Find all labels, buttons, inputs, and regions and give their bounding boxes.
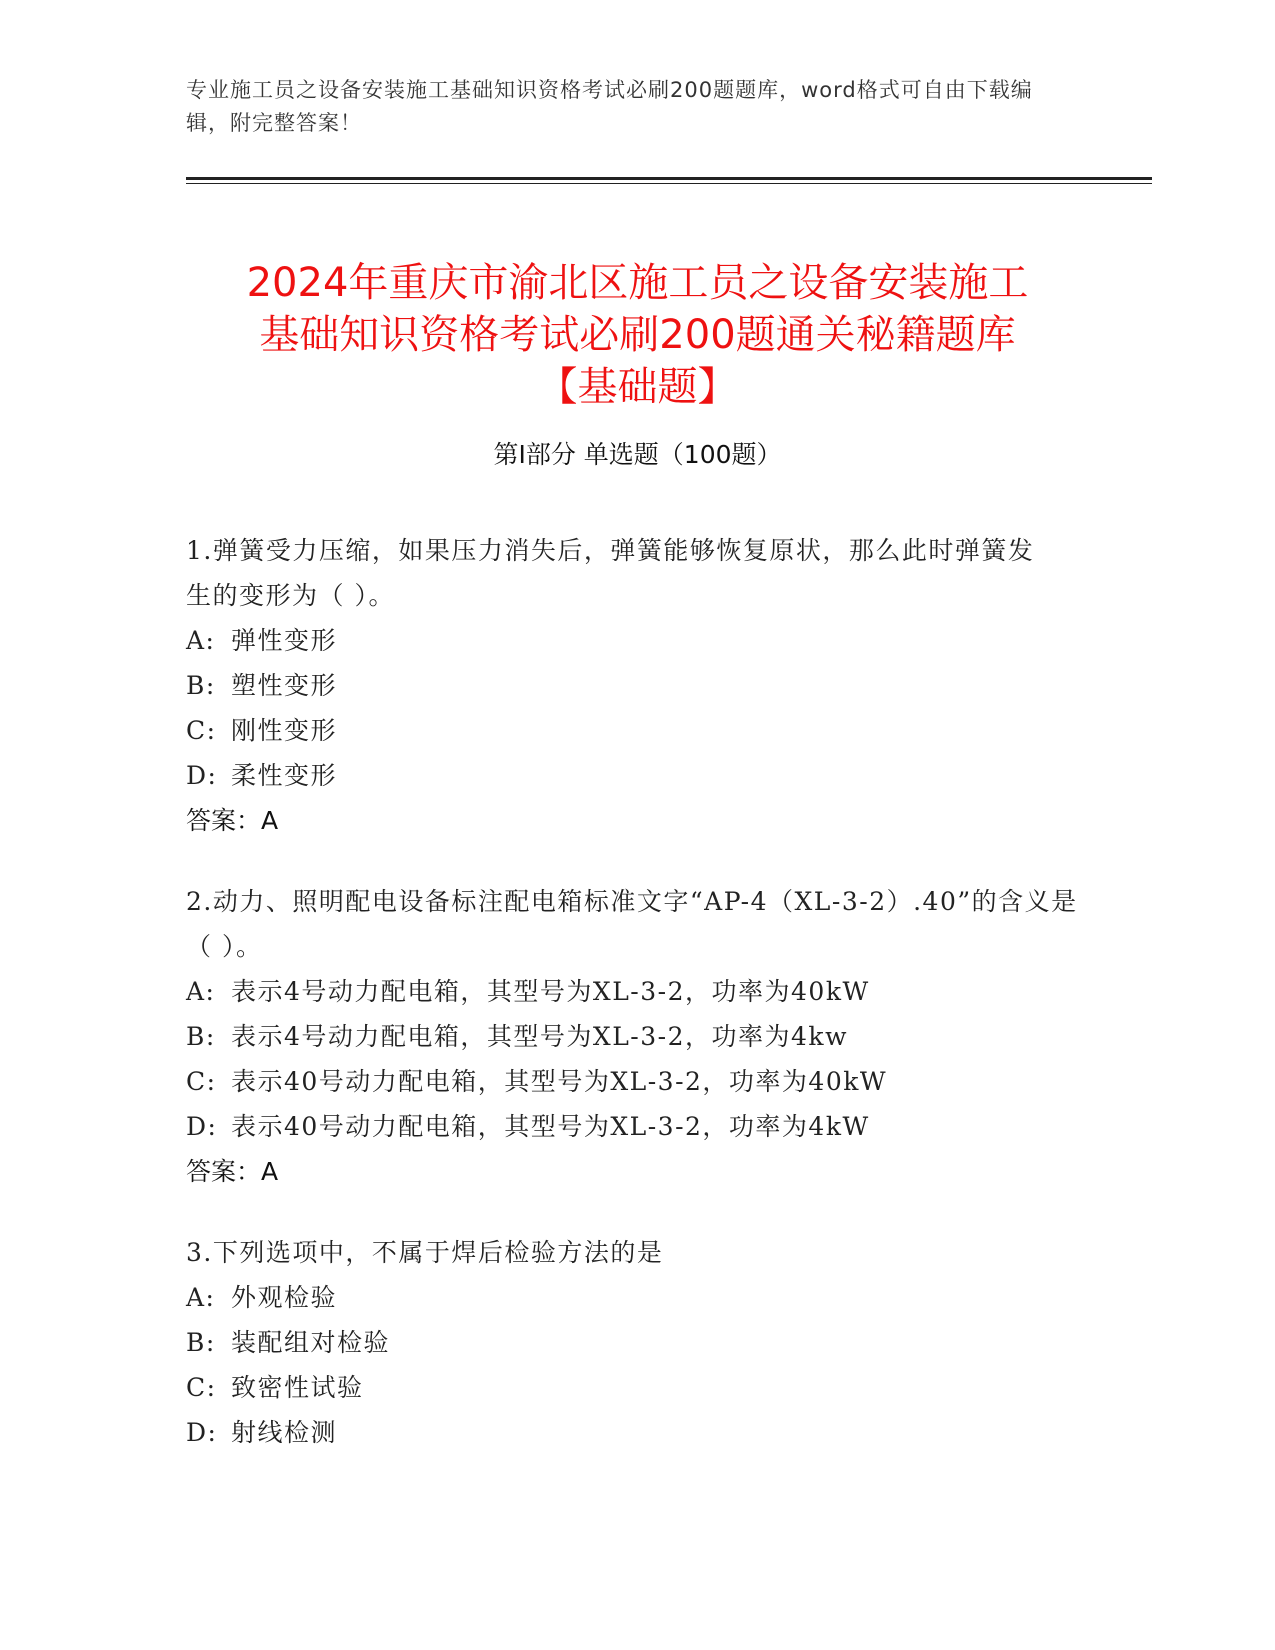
option-a — [186, 618, 1086, 663]
header-rule-thick — [186, 177, 1152, 180]
option-a — [186, 969, 1086, 1014]
option-text: 表示40号动力配电箱，其型号为XL-3-2，功率为4kW — [231, 1112, 870, 1141]
option-text: 外观检验 — [231, 1283, 338, 1312]
option-c — [186, 1059, 1086, 1104]
option-label: A: — [186, 977, 216, 1006]
question-stem: 1.弹簧受力压缩，如果压力消失后，弹簧能够恢复原状，那么此时弹簧发生的变形为（ ）。 — [186, 536, 1035, 610]
option-d — [186, 1104, 1086, 1149]
option-label: A: — [186, 626, 216, 655]
option-text: 表示40号动力配电箱，其型号为XL-3-2，功率为40kW — [231, 1067, 888, 1096]
option-label: B: — [186, 1328, 216, 1357]
option-label: D: — [186, 761, 218, 790]
question-2 — [186, 879, 1086, 1194]
option-text: 射线检测 — [231, 1418, 338, 1447]
question-stem: 3.下列选项中，不属于焊后检验方法的是 — [186, 1238, 664, 1267]
question-stem: 2.动力、照明配电设备标注配电箱标准文字“AP-4（XL-3-2）.40”的含义是（ ）。 — [186, 887, 1078, 961]
option-text: 表示4号动力配电箱，其型号为XL-3-2，功率为40kW — [231, 977, 870, 1006]
option-label: C: — [186, 1373, 217, 1402]
option-text: 弹性变形 — [231, 626, 338, 655]
answer-line: 答案：A — [186, 1157, 279, 1186]
option-label: B: — [186, 1022, 216, 1051]
section-heading: 第I部分 单选题（100题） — [493, 440, 782, 469]
option-label: C: — [186, 1067, 217, 1096]
header-rule-thin — [186, 183, 1152, 184]
option-label: B: — [186, 671, 216, 700]
option-d — [186, 753, 1086, 798]
option-b — [186, 1014, 1086, 1059]
question-list — [186, 528, 1086, 1455]
option-label: D: — [186, 1112, 218, 1141]
option-text: 致密性试验 — [231, 1373, 364, 1402]
option-b — [186, 1320, 1086, 1365]
title-line-1: 2024年重庆市渝北区施工员之设备安装施工 — [246, 259, 1029, 306]
option-c — [186, 708, 1086, 753]
option-a — [186, 1275, 1086, 1320]
option-text: 塑性变形 — [231, 671, 338, 700]
header-note: 专业施工员之设备安装施工基础知识资格考试必刷200题题库，word格式可自由下载编辑，附完整答案！ — [186, 78, 1033, 135]
option-label: A: — [186, 1283, 216, 1312]
title-line-3: 【基础题】 — [537, 363, 738, 410]
answer-line: 答案：A — [186, 806, 279, 835]
question-1 — [186, 528, 1086, 843]
option-d — [186, 1410, 1086, 1455]
option-text: 刚性变形 — [231, 716, 338, 745]
option-text: 装配组对检验 — [231, 1328, 391, 1357]
option-c — [186, 1365, 1086, 1410]
option-label: D: — [186, 1418, 218, 1447]
option-b — [186, 663, 1086, 708]
option-text: 柔性变形 — [231, 761, 338, 790]
title-line-2: 基础知识资格考试必刷200题通关秘籍题库 — [259, 311, 1016, 358]
option-text: 表示4号动力配电箱，其型号为XL-3-2，功率为4kw — [231, 1022, 848, 1051]
document-title — [150, 257, 1125, 413]
question-3 — [186, 1230, 1086, 1455]
option-label: C: — [186, 716, 217, 745]
